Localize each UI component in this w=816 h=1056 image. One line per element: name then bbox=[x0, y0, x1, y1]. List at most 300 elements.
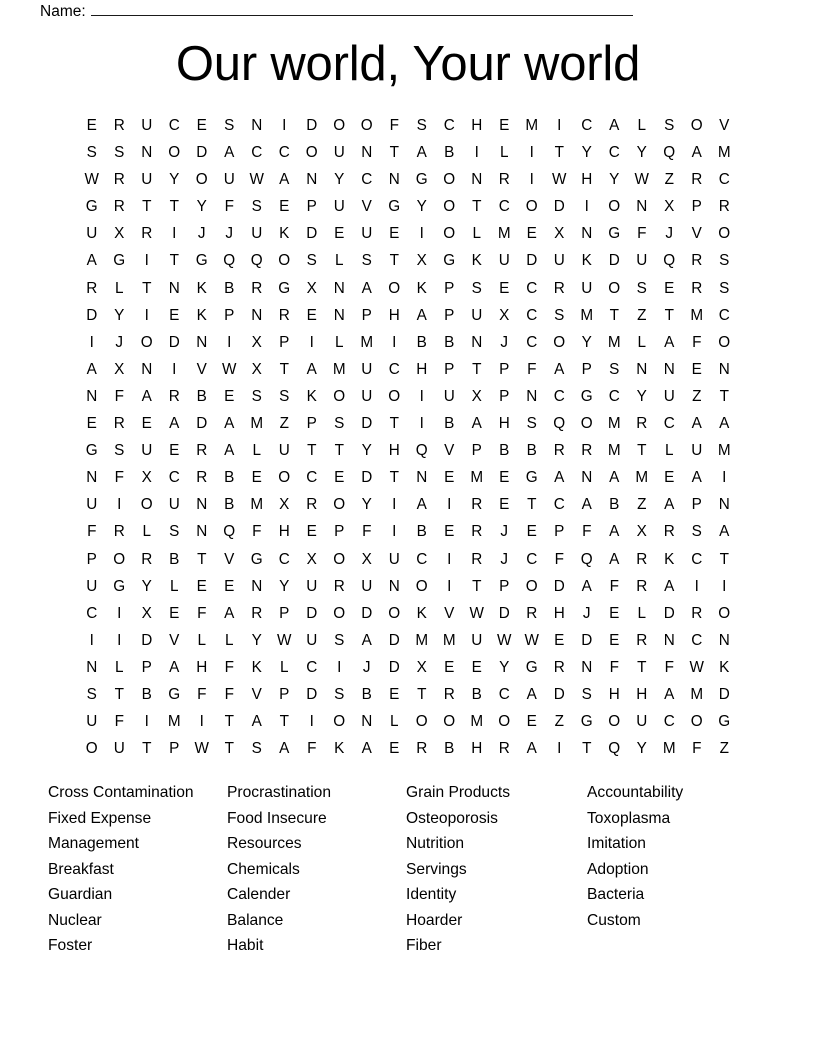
grid-cell[interactable]: U bbox=[86, 577, 98, 595]
grid-cell[interactable]: L bbox=[637, 117, 646, 134]
grid-cell[interactable]: O bbox=[333, 713, 346, 731]
grid-cell[interactable]: D bbox=[581, 631, 593, 649]
grid-cell[interactable]: Q bbox=[580, 550, 593, 568]
grid-cell[interactable]: U bbox=[141, 117, 153, 134]
grid-cell[interactable]: S bbox=[86, 685, 97, 703]
grid-cell[interactable]: O bbox=[443, 198, 456, 216]
grid-cell[interactable]: O bbox=[718, 604, 731, 622]
grid-cell[interactable]: Y bbox=[361, 442, 372, 460]
grid-cell[interactable]: O bbox=[498, 713, 511, 731]
grid-cell[interactable]: M bbox=[662, 740, 676, 758]
grid-cell[interactable]: I bbox=[447, 550, 452, 568]
grid-cell[interactable]: S bbox=[114, 144, 125, 162]
grid-cell[interactable]: L bbox=[279, 658, 289, 676]
word-list-item[interactable]: Balance bbox=[227, 911, 284, 929]
grid-cell[interactable]: O bbox=[333, 117, 346, 134]
grid-cell[interactable]: R bbox=[636, 550, 648, 568]
grid-cell[interactable]: H bbox=[608, 685, 620, 703]
grid-cell[interactable]: O bbox=[195, 171, 208, 189]
word-list-item[interactable]: Fixed Expense bbox=[48, 809, 152, 827]
grid-cell[interactable]: U bbox=[471, 631, 483, 649]
grid-cell[interactable]: U bbox=[141, 442, 153, 460]
grid-cell[interactable]: R bbox=[251, 279, 263, 297]
grid-cell[interactable]: H bbox=[471, 740, 483, 758]
grid-cell[interactable]: R bbox=[718, 198, 730, 216]
grid-cell[interactable]: B bbox=[224, 469, 235, 487]
grid-cell[interactable]: W bbox=[277, 631, 292, 649]
grid-cell[interactable]: A bbox=[416, 144, 427, 162]
grid-cell[interactable]: D bbox=[86, 306, 98, 324]
grid-cell[interactable]: E bbox=[499, 496, 510, 514]
grid-cell[interactable]: N bbox=[581, 469, 593, 487]
word-list-item[interactable]: Osteoporosis bbox=[406, 809, 498, 827]
grid-cell[interactable]: A bbox=[526, 685, 537, 703]
grid-cell[interactable]: J bbox=[197, 225, 206, 243]
grid-cell[interactable]: U bbox=[251, 225, 263, 243]
grid-cell[interactable]: T bbox=[609, 306, 619, 324]
grid-cell[interactable]: T bbox=[582, 740, 592, 758]
grid-cell[interactable]: E bbox=[499, 117, 510, 134]
grid-cell[interactable]: R bbox=[691, 604, 703, 622]
grid-cell[interactable]: I bbox=[227, 333, 232, 351]
grid-cell[interactable]: D bbox=[718, 685, 730, 703]
grid-cell[interactable]: I bbox=[392, 523, 397, 541]
grid-cell[interactable]: C bbox=[581, 117, 593, 134]
grid-cell[interactable]: Z bbox=[637, 306, 647, 324]
grid-cell[interactable]: D bbox=[196, 144, 208, 162]
grid-cell[interactable]: R bbox=[113, 117, 125, 134]
grid-cell[interactable]: T bbox=[142, 279, 152, 297]
grid-cell[interactable]: K bbox=[416, 279, 427, 297]
grid-cell[interactable]: O bbox=[718, 225, 731, 243]
grid-cell[interactable]: N bbox=[718, 360, 730, 378]
word-list-item[interactable]: Guardian bbox=[48, 886, 113, 903]
grid-cell[interactable]: S bbox=[361, 252, 372, 270]
grid-cell[interactable]: G bbox=[580, 387, 593, 405]
grid-cell[interactable]: P bbox=[141, 658, 152, 676]
grid-cell[interactable]: O bbox=[305, 144, 318, 162]
word-list-item[interactable]: Chemicals bbox=[227, 860, 300, 878]
grid-cell[interactable]: S bbox=[526, 415, 537, 433]
grid-cell[interactable]: M bbox=[250, 496, 264, 514]
grid-cell[interactable]: E bbox=[389, 225, 400, 243]
grid-cell[interactable]: R bbox=[471, 550, 483, 568]
grid-cell[interactable]: T bbox=[472, 198, 482, 216]
grid-cell[interactable]: F bbox=[224, 685, 234, 703]
grid-cell[interactable]: S bbox=[636, 279, 647, 297]
grid-cell[interactable]: S bbox=[416, 117, 427, 134]
grid-cell[interactable]: L bbox=[499, 144, 509, 162]
grid-cell[interactable]: R bbox=[498, 171, 510, 189]
grid-cell[interactable]: R bbox=[581, 442, 593, 460]
grid-cell[interactable]: O bbox=[443, 713, 456, 731]
grid-cell[interactable]: B bbox=[361, 685, 372, 703]
grid-cell[interactable]: R bbox=[113, 523, 125, 541]
grid-cell[interactable]: J bbox=[500, 550, 509, 568]
grid-cell[interactable]: A bbox=[664, 496, 675, 514]
word-list-item[interactable]: Nuclear bbox=[48, 911, 102, 929]
grid-cell[interactable]: I bbox=[117, 604, 122, 622]
grid-cell[interactable]: Y bbox=[169, 171, 180, 189]
grid-cell[interactable]: J bbox=[115, 333, 124, 351]
grid-cell[interactable]: U bbox=[498, 252, 510, 270]
grid-cell[interactable]: H bbox=[581, 171, 593, 189]
grid-cell[interactable]: O bbox=[333, 496, 346, 514]
grid-cell[interactable]: S bbox=[86, 144, 97, 162]
word-search-grid[interactable] bbox=[78, 112, 738, 762]
grid-cell[interactable]: S bbox=[224, 117, 235, 134]
grid-cell[interactable]: U bbox=[278, 442, 290, 460]
grid-cell[interactable]: C bbox=[306, 469, 318, 487]
grid-cell[interactable]: R bbox=[86, 279, 98, 297]
grid-cell[interactable]: T bbox=[389, 252, 399, 270]
grid-cell[interactable]: V bbox=[361, 198, 372, 216]
grid-cell[interactable]: L bbox=[114, 658, 124, 676]
grid-cell[interactable]: T bbox=[389, 144, 399, 162]
grid-cell[interactable]: K bbox=[196, 306, 207, 324]
grid-cell[interactable]: F bbox=[554, 550, 564, 568]
grid-cell[interactable]: R bbox=[278, 306, 290, 324]
word-list-item[interactable]: Cross Contamination bbox=[48, 784, 194, 801]
grid-cell[interactable]: P bbox=[361, 306, 372, 324]
grid-cell[interactable]: J bbox=[582, 604, 591, 622]
grid-cell[interactable]: S bbox=[334, 685, 345, 703]
word-list-item[interactable]: Resources bbox=[227, 835, 302, 852]
grid-cell[interactable]: I bbox=[89, 631, 94, 649]
grid-cell[interactable]: P bbox=[499, 387, 510, 405]
grid-cell[interactable]: C bbox=[608, 144, 620, 162]
grid-cell[interactable]: Y bbox=[251, 631, 262, 649]
grid-cell[interactable]: A bbox=[224, 442, 235, 460]
grid-cell[interactable]: Z bbox=[719, 740, 729, 758]
grid-cell[interactable]: I bbox=[474, 144, 479, 162]
grid-cell[interactable]: M bbox=[250, 415, 264, 433]
grid-cell[interactable]: Y bbox=[141, 577, 152, 595]
grid-cell[interactable]: E bbox=[499, 469, 510, 487]
grid-cell[interactable]: G bbox=[168, 685, 181, 703]
grid-cell[interactable]: E bbox=[169, 442, 180, 460]
grid-cell[interactable]: T bbox=[637, 658, 647, 676]
grid-cell[interactable]: U bbox=[443, 387, 455, 405]
grid-cell[interactable]: N bbox=[636, 360, 648, 378]
grid-cell[interactable]: E bbox=[334, 225, 345, 243]
grid-cell[interactable]: P bbox=[444, 279, 455, 297]
grid-cell[interactable]: U bbox=[663, 387, 675, 405]
grid-cell[interactable]: O bbox=[553, 333, 566, 351]
grid-cell[interactable]: N bbox=[718, 496, 730, 514]
grid-cell[interactable]: M bbox=[580, 306, 594, 324]
grid-cell[interactable]: H bbox=[416, 360, 428, 378]
grid-cell[interactable]: I bbox=[584, 198, 589, 216]
grid-cell[interactable]: C bbox=[168, 117, 180, 134]
grid-cell[interactable]: R bbox=[113, 415, 125, 433]
grid-cell[interactable]: F bbox=[609, 658, 619, 676]
grid-cell[interactable]: A bbox=[609, 117, 620, 134]
grid-cell[interactable]: Q bbox=[223, 252, 236, 270]
grid-cell[interactable]: A bbox=[581, 577, 592, 595]
grid-cell[interactable]: E bbox=[389, 740, 400, 758]
grid-cell[interactable]: U bbox=[86, 225, 98, 243]
grid-cell[interactable]: A bbox=[141, 387, 152, 405]
grid-cell[interactable]: O bbox=[388, 604, 401, 622]
grid-cell[interactable]: A bbox=[251, 713, 262, 731]
grid-cell[interactable]: I bbox=[144, 713, 149, 731]
grid-cell[interactable]: O bbox=[333, 550, 346, 568]
grid-cell[interactable]: A bbox=[609, 550, 620, 568]
grid-cell[interactable]: E bbox=[664, 469, 675, 487]
grid-cell[interactable]: Y bbox=[416, 198, 427, 216]
grid-cell[interactable]: V bbox=[444, 604, 455, 622]
grid-cell[interactable]: C bbox=[278, 550, 290, 568]
grid-cell[interactable]: X bbox=[554, 225, 565, 243]
grid-cell[interactable]: B bbox=[444, 333, 455, 351]
grid-cell[interactable]: I bbox=[419, 387, 424, 405]
grid-cell[interactable]: A bbox=[86, 360, 97, 378]
grid-cell[interactable]: P bbox=[444, 306, 455, 324]
grid-cell[interactable]: X bbox=[416, 252, 427, 270]
grid-cell[interactable]: M bbox=[717, 144, 731, 162]
grid-cell[interactable]: W bbox=[634, 171, 649, 189]
grid-cell[interactable]: F bbox=[527, 360, 537, 378]
grid-cell[interactable]: G bbox=[85, 442, 98, 460]
grid-cell[interactable]: C bbox=[278, 144, 290, 162]
grid-cell[interactable]: N bbox=[196, 496, 208, 514]
grid-cell[interactable]: Y bbox=[279, 577, 290, 595]
grid-cell[interactable]: F bbox=[224, 658, 234, 676]
grid-cell[interactable]: T bbox=[664, 306, 674, 324]
grid-cell[interactable]: K bbox=[334, 740, 345, 758]
grid-cell[interactable]: A bbox=[554, 360, 565, 378]
grid-cell[interactable]: R bbox=[306, 496, 318, 514]
grid-cell[interactable]: P bbox=[471, 442, 482, 460]
grid-cell[interactable]: C bbox=[526, 279, 538, 297]
grid-cell[interactable]: E bbox=[196, 577, 207, 595]
grid-cell[interactable]: T bbox=[169, 252, 179, 270]
grid-cell[interactable]: R bbox=[416, 740, 428, 758]
grid-cell[interactable]: A bbox=[664, 333, 675, 351]
grid-cell[interactable]: P bbox=[306, 198, 317, 216]
grid-cell[interactable]: E bbox=[444, 523, 455, 541]
grid-cell[interactable]: J bbox=[362, 658, 371, 676]
grid-cell[interactable]: E bbox=[444, 469, 455, 487]
grid-cell[interactable]: S bbox=[334, 415, 345, 433]
grid-cell[interactable]: L bbox=[224, 631, 234, 649]
grid-cell[interactable]: X bbox=[251, 360, 262, 378]
grid-cell[interactable]: Y bbox=[581, 144, 592, 162]
grid-cell[interactable]: T bbox=[719, 387, 729, 405]
grid-cell[interactable]: E bbox=[224, 387, 235, 405]
grid-cell[interactable]: P bbox=[444, 360, 455, 378]
grid-cell[interactable]: D bbox=[141, 631, 153, 649]
grid-cell[interactable]: Z bbox=[692, 387, 702, 405]
grid-cell[interactable]: P bbox=[581, 360, 592, 378]
grid-cell[interactable]: D bbox=[168, 333, 180, 351]
grid-cell[interactable]: A bbox=[169, 658, 180, 676]
grid-cell[interactable]: U bbox=[168, 496, 180, 514]
grid-cell[interactable]: E bbox=[251, 469, 262, 487]
grid-cell[interactable]: M bbox=[525, 117, 539, 134]
grid-cell[interactable]: P bbox=[306, 415, 317, 433]
grid-cell[interactable]: U bbox=[306, 631, 318, 649]
grid-cell[interactable]: M bbox=[332, 360, 346, 378]
grid-cell[interactable]: N bbox=[306, 171, 318, 189]
grid-cell[interactable]: N bbox=[581, 225, 593, 243]
grid-cell[interactable]: W bbox=[524, 631, 539, 649]
grid-cell[interactable]: W bbox=[497, 631, 512, 649]
grid-cell[interactable]: N bbox=[333, 306, 345, 324]
grid-cell[interactable]: T bbox=[719, 550, 729, 568]
grid-cell[interactable]: N bbox=[361, 144, 373, 162]
grid-cell[interactable]: T bbox=[389, 415, 399, 433]
grid-cell[interactable]: R bbox=[553, 442, 565, 460]
word-list-item[interactable]: Servings bbox=[406, 860, 467, 878]
grid-cell[interactable]: K bbox=[581, 252, 592, 270]
grid-cell[interactable]: H bbox=[388, 306, 400, 324]
grid-cell[interactable]: R bbox=[553, 658, 565, 676]
word-list-item[interactable]: Foster bbox=[48, 937, 93, 954]
grid-cell[interactable]: C bbox=[251, 144, 263, 162]
grid-cell[interactable]: I bbox=[144, 306, 149, 324]
grid-cell[interactable]: O bbox=[140, 333, 153, 351]
grid-cell[interactable]: V bbox=[251, 685, 262, 703]
grid-cell[interactable]: P bbox=[499, 360, 510, 378]
grid-cell[interactable]: S bbox=[664, 117, 675, 134]
name-input-line[interactable] bbox=[91, 0, 633, 16]
grid-cell[interactable]: U bbox=[306, 577, 318, 595]
grid-cell[interactable]: A bbox=[526, 740, 537, 758]
grid-cell[interactable]: I bbox=[89, 333, 94, 351]
grid-cell[interactable]: G bbox=[525, 469, 538, 487]
grid-cell[interactable]: U bbox=[471, 306, 483, 324]
word-list-item[interactable]: Habit bbox=[227, 937, 264, 954]
grid-cell[interactable]: N bbox=[471, 333, 483, 351]
grid-cell[interactable]: N bbox=[196, 523, 208, 541]
grid-cell[interactable]: T bbox=[142, 740, 152, 758]
grid-cell[interactable]: C bbox=[306, 658, 318, 676]
grid-cell[interactable]: S bbox=[554, 306, 565, 324]
grid-cell[interactable]: T bbox=[472, 577, 482, 595]
word-list-item[interactable]: Accountability bbox=[587, 784, 684, 801]
grid-cell[interactable]: L bbox=[334, 252, 344, 270]
grid-cell[interactable]: O bbox=[278, 469, 291, 487]
grid-cell[interactable]: E bbox=[526, 225, 537, 243]
word-list-item[interactable]: Bacteria bbox=[587, 886, 645, 903]
grid-cell[interactable]: K bbox=[279, 225, 290, 243]
grid-cell[interactable]: D bbox=[196, 415, 208, 433]
grid-cell[interactable]: H bbox=[471, 117, 483, 134]
grid-cell[interactable]: R bbox=[333, 577, 345, 595]
grid-cell[interactable]: Y bbox=[334, 171, 345, 189]
grid-cell[interactable]: G bbox=[195, 252, 208, 270]
grid-cell[interactable]: A bbox=[554, 469, 565, 487]
grid-cell[interactable]: W bbox=[249, 171, 264, 189]
grid-cell[interactable]: E bbox=[86, 117, 97, 134]
grid-cell[interactable]: S bbox=[334, 631, 345, 649]
grid-cell[interactable]: K bbox=[664, 550, 675, 568]
grid-cell[interactable]: L bbox=[114, 279, 124, 297]
grid-cell[interactable]: U bbox=[636, 713, 648, 731]
grid-cell[interactable]: N bbox=[636, 198, 648, 216]
grid-cell[interactable]: C bbox=[86, 604, 98, 622]
grid-cell[interactable]: B bbox=[196, 387, 207, 405]
grid-cell[interactable]: R bbox=[251, 604, 263, 622]
grid-cell[interactable]: A bbox=[416, 306, 427, 324]
grid-cell[interactable]: I bbox=[282, 117, 287, 134]
grid-cell[interactable]: F bbox=[114, 387, 124, 405]
grid-cell[interactable]: G bbox=[443, 252, 456, 270]
word-list-item[interactable]: Imitation bbox=[587, 835, 646, 852]
grid-cell[interactable]: U bbox=[361, 225, 373, 243]
grid-cell[interactable]: F bbox=[637, 225, 647, 243]
grid-cell[interactable]: I bbox=[447, 577, 452, 595]
grid-cell[interactable]: O bbox=[580, 415, 593, 433]
grid-cell[interactable]: A bbox=[664, 685, 675, 703]
grid-cell[interactable]: X bbox=[306, 279, 317, 297]
grid-cell[interactable]: A bbox=[609, 469, 620, 487]
grid-cell[interactable]: G bbox=[608, 225, 621, 243]
grid-cell[interactable]: I bbox=[337, 658, 342, 676]
grid-cell[interactable]: Q bbox=[223, 523, 236, 541]
grid-cell[interactable]: X bbox=[114, 225, 125, 243]
grid-cell[interactable]: F bbox=[389, 117, 399, 134]
grid-cell[interactable]: N bbox=[86, 469, 98, 487]
grid-cell[interactable]: S bbox=[719, 279, 730, 297]
grid-cell[interactable]: M bbox=[635, 469, 649, 487]
grid-cell[interactable]: G bbox=[415, 171, 428, 189]
grid-cell[interactable]: Q bbox=[553, 415, 566, 433]
grid-cell[interactable]: L bbox=[169, 577, 179, 595]
grid-cell[interactable]: L bbox=[472, 225, 481, 243]
grid-cell[interactable]: I bbox=[557, 117, 562, 134]
grid-cell[interactable]: U bbox=[86, 496, 98, 514]
grid-cell[interactable]: M bbox=[690, 685, 704, 703]
grid-cell[interactable]: N bbox=[416, 469, 428, 487]
grid-cell[interactable]: M bbox=[167, 713, 181, 731]
grid-cell[interactable]: S bbox=[169, 523, 180, 541]
grid-cell[interactable]: M bbox=[470, 713, 484, 731]
grid-cell[interactable]: W bbox=[552, 171, 567, 189]
grid-cell[interactable]: T bbox=[224, 713, 234, 731]
grid-cell[interactable]: D bbox=[306, 604, 318, 622]
grid-cell[interactable]: I bbox=[117, 496, 122, 514]
grid-cell[interactable]: A bbox=[471, 415, 482, 433]
grid-cell[interactable]: P bbox=[169, 740, 180, 758]
grid-cell[interactable]: D bbox=[361, 415, 373, 433]
grid-cell[interactable]: U bbox=[333, 144, 345, 162]
grid-cell[interactable]: W bbox=[222, 360, 237, 378]
grid-cell[interactable]: L bbox=[334, 333, 344, 351]
grid-cell[interactable]: Z bbox=[554, 713, 564, 731]
grid-cell[interactable]: O bbox=[608, 198, 621, 216]
grid-cell[interactable]: D bbox=[361, 604, 373, 622]
grid-cell[interactable]: O bbox=[415, 577, 428, 595]
grid-cell[interactable]: H bbox=[498, 415, 510, 433]
grid-cell[interactable]: E bbox=[471, 658, 482, 676]
grid-cell[interactable]: T bbox=[527, 496, 537, 514]
grid-cell[interactable]: V bbox=[444, 442, 455, 460]
grid-cell[interactable]: S bbox=[251, 740, 262, 758]
grid-cell[interactable]: P bbox=[279, 685, 290, 703]
grid-cell[interactable]: N bbox=[86, 658, 98, 676]
grid-cell[interactable]: B bbox=[224, 496, 235, 514]
grid-cell[interactable]: Q bbox=[663, 144, 676, 162]
grid-cell[interactable]: B bbox=[609, 496, 620, 514]
word-list-item[interactable]: Toxoplasma bbox=[587, 809, 671, 827]
grid-cell[interactable]: E bbox=[444, 658, 455, 676]
grid-cell[interactable]: C bbox=[526, 550, 538, 568]
grid-cell[interactable]: I bbox=[529, 171, 534, 189]
grid-cell[interactable]: C bbox=[553, 387, 565, 405]
